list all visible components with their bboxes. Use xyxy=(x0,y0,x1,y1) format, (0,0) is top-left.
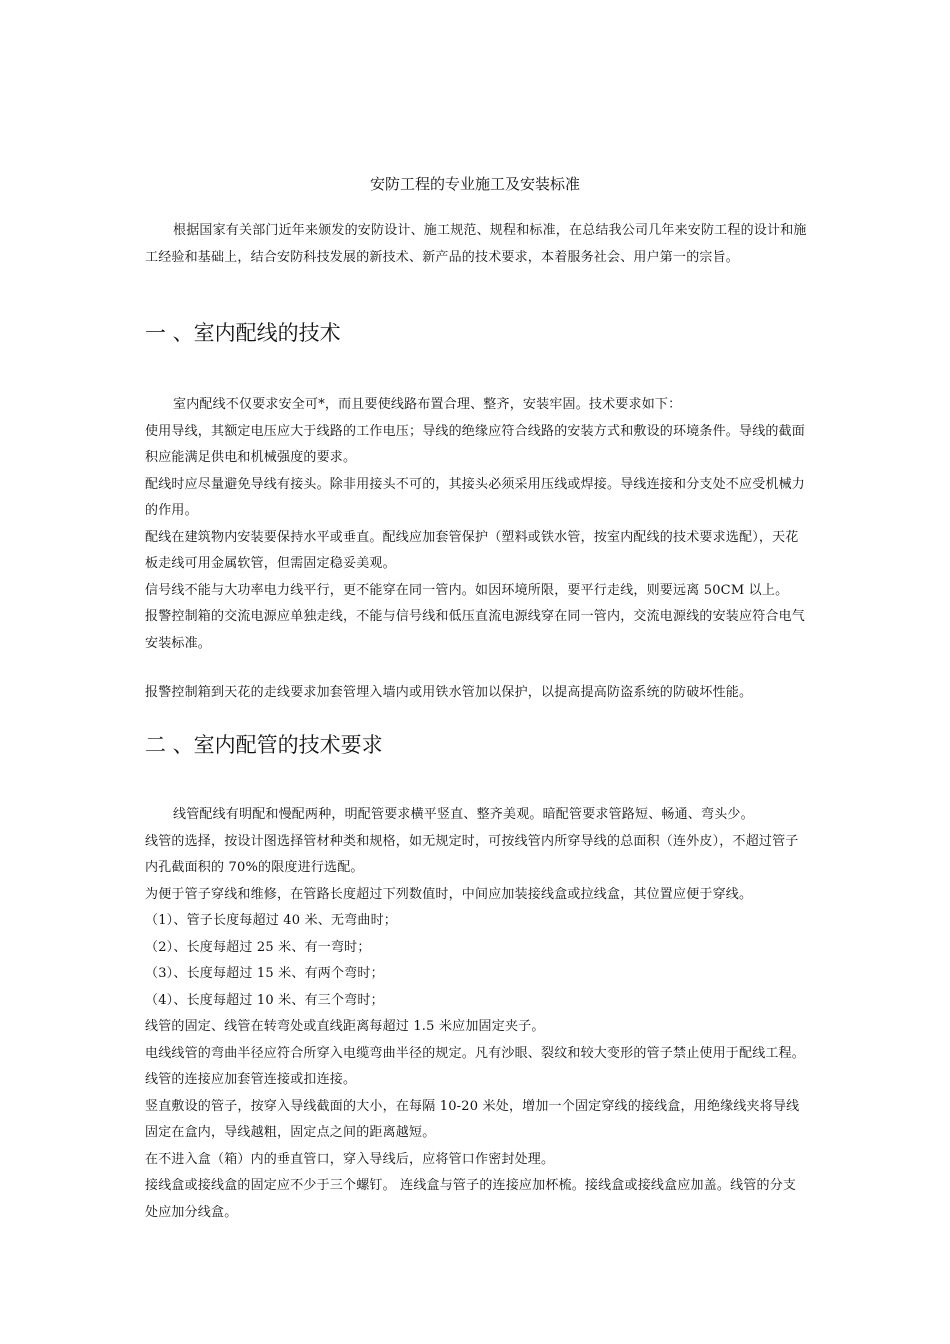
section-1-item: 配线在建筑物内安装要保持水平或垂直。配线应加套管保护（塑料或铁水管，按室内配线的技术要求选配），天花板走线可用金属软管，但需固定稳妥美观。 xyxy=(145,529,799,571)
section-2-item: 为便于管子穿线和维修，在管路长度超过下列数值时，中间应加装接线盒或拉线盒，其位置应便于穿线。 xyxy=(145,886,753,902)
section-2-item: （1）、管子长度每超过 40 米、无弯曲时； xyxy=(145,913,397,928)
section-2-item: （2）、长度每超过 25 米、有一弯时； xyxy=(145,939,371,955)
section-2-item: 线管的选择，按设计图选择管材种类和规格，如无规定时，可按线管内所穿导线的总面积（连外皮），不超过管子内孔截面积的 70%的限度进行选配。 xyxy=(145,833,799,875)
section-1-item: 配线时应尽量避免导线有接头。除非用接头不可的，其接头必须采用压线或焊接。导线连接和分支处不应受机械力的作用。 xyxy=(145,476,806,518)
section-2-lead: 线管配线有明配和慢配两种，明配管要求横平竖直、整齐美观。暗配管要求管路短、畅通、弯头少。 xyxy=(173,807,754,822)
section-1-item: 使用导线，其额定电压应大于线路的工作电压；导线的绝缘应符合线路的安装方式和敷设的环境条件。导线的截面积应能满足供电和机械强度的要求。 xyxy=(145,423,806,465)
section-1-lead: 室内配线不仅要求安全可*，而且要使线路布置合理、整齐，安装牢固。技术要求如下： xyxy=(173,397,682,412)
section-2-body xyxy=(145,802,807,1226)
section-2-item: （3）、长度每超过 15 米、有两个弯时； xyxy=(145,966,384,981)
section-1-closing: 报警控制箱到天花的走线要求加套管埋入墙内或用铁水管加以保护，以提高提高防盗系统的防破坏性能。 xyxy=(145,685,753,700)
document-title: 安防工程的专业施工及安装标准 xyxy=(369,175,580,193)
section-2-item: 线管的固定、线管在转弯处或直线距离每超过 1.5 米应加固定夹子。 xyxy=(145,1019,545,1034)
intro-paragraph: 根据国家有关部门近年来颁发的安防设计、施工规范、规程和标准，在总结我公司几年来安防工程的设计和施工经验和基础上，结合安防科技发展的新技术、新产品的技术要求，本着服务社会、用户第一的宗旨。 xyxy=(145,223,807,265)
section-1-body xyxy=(145,392,807,657)
section-2-item: 竖直敷设的管子，按穿入导线截面的大小，在每隔 10-20 米处，增加一个固定穿线的接线盒，用绝缘线夹将导线固定在盒内，导线越粗，固定点之间的距离越短。 xyxy=(145,1098,800,1140)
section-2-item: 电线线管的弯曲半径应符合所穿入电缆弯曲半径的规定。凡有沙眼、裂纹和较大变形的管子禁止使用于配线工程。线管的连接应加套管连接或扣连接。 xyxy=(145,1045,806,1087)
section-1-item: 报警控制箱的交流电源应单独走线，不能与信号线和低压直流电源线穿在同一管内，交流电源线的安装应符合电气安装标准。 xyxy=(145,609,806,651)
section-2-item: 在不进入盒（箱）内的垂直管口，穿入导线后，应将管口作密封处理。 xyxy=(145,1151,555,1167)
section-1-heading: 一 、室内配线的技术 xyxy=(145,321,341,345)
section-1-item: 信号线不能与大功率电力线平行，更不能穿在同一管内。如因环境所限，要平行走线，则要远离 50CM 以上。 xyxy=(145,582,789,598)
section-2-item: 接线盒或接线盒的固定应不少于三个螺钉。 连线盒与管子的连接应加杯梳。接线盒或接线盒应加盖。线管的分支处应加分线盒。 xyxy=(145,1178,797,1220)
section-2-item: （4）、长度每超过 10 米、有三个弯时； xyxy=(145,992,384,1008)
section-2-heading: 二 、室内配管的技术要求 xyxy=(145,733,383,757)
